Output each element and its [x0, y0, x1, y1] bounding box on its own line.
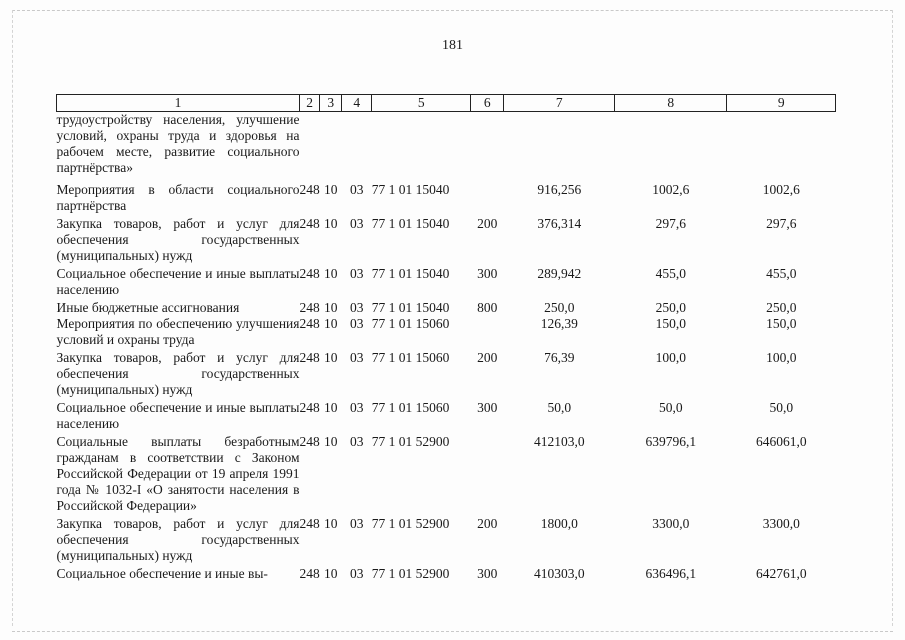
header-cell: 3: [320, 95, 342, 112]
col-2: 248: [299, 316, 320, 331]
col-8: 639796,1: [645, 434, 697, 449]
col-3: 10: [324, 300, 338, 315]
col-8: 50,0: [658, 400, 683, 415]
row-name: Закупка товаров, работ и услуг для обеспечения государственных (муниципальных) нужд: [56, 516, 300, 563]
col-5: 77 1 01 15040: [371, 216, 450, 231]
col-8: [615, 112, 727, 181]
col-8: 100,0: [655, 350, 686, 365]
col-3: 10: [324, 350, 338, 365]
col-3: 10: [324, 516, 338, 531]
row-name: Социальное обеспечение и иные выплаты населению: [56, 266, 300, 297]
col-3: 10: [324, 400, 338, 415]
col-4: 03: [350, 216, 364, 231]
col-8: 150,0: [655, 316, 686, 331]
col-5: 77 1 01 15040: [371, 300, 450, 315]
col-7: 50,0: [547, 400, 572, 415]
col-7: 376,314: [537, 216, 582, 231]
col-7: 410303,0: [533, 566, 585, 581]
col-7: 289,942: [537, 266, 582, 281]
col-5: 77 1 01 52900: [371, 434, 450, 449]
col-8: 636496,1: [645, 566, 697, 581]
col-3: 10: [324, 434, 338, 449]
col-9: 642761,0: [755, 566, 807, 581]
table-row: [57, 214, 836, 264]
col-3: 10: [324, 266, 338, 281]
row-name: Мероприятия в области социального партнёрства: [56, 182, 300, 213]
row-name: Мероприятия по обеспечению улучшения условий и охраны труда: [56, 316, 300, 347]
header-cell: 9: [727, 95, 836, 112]
budget-table: [56, 94, 836, 582]
col-4: 03: [350, 266, 364, 281]
col-2: 248: [299, 182, 320, 197]
page-number: 181: [442, 38, 463, 53]
col-4: [342, 112, 372, 181]
table-row: [57, 348, 836, 398]
header-cell: 6: [471, 95, 504, 112]
col-7: 412103,0: [533, 434, 585, 449]
col-2: 248: [299, 434, 320, 449]
col-8: 1002,6: [652, 182, 690, 197]
col-9: 297,6: [766, 216, 797, 231]
col-7: 1800,0: [540, 516, 578, 531]
table-row: [57, 316, 836, 348]
header-cell: 4: [342, 95, 372, 112]
col-7: [504, 112, 615, 181]
col-2: 248: [299, 266, 320, 281]
col-7: 76,39: [544, 350, 575, 365]
table-row: [57, 298, 836, 316]
col-2: 248: [299, 350, 320, 365]
table-row: [57, 514, 836, 564]
table-row: [57, 432, 836, 514]
col-2: 248: [299, 400, 320, 415]
row-name: Закупка товаров, работ и услуг для обеспечения государственных (муниципальных) нужд: [56, 350, 300, 397]
header-row: [57, 95, 836, 112]
header-cell: 7: [504, 95, 615, 112]
row-name: Закупка товаров, работ и услуг для обеспечения государственных (муниципальных) нужд: [56, 216, 300, 263]
col-7: 250,0: [544, 300, 575, 315]
col-2: 248: [299, 216, 320, 231]
col-9: 455,0: [766, 266, 797, 281]
col-6: 200: [477, 350, 498, 365]
col-5: 77 1 01 52900: [371, 566, 450, 581]
col-7: 126,39: [540, 316, 578, 331]
col-5: 77 1 01 15040: [371, 266, 450, 281]
col-4: 03: [350, 516, 364, 531]
col-2: [300, 112, 320, 181]
col-9: 1002,6: [762, 182, 800, 197]
col-9: 3300,0: [762, 516, 800, 531]
col-4: 03: [350, 182, 364, 197]
col-9: 646061,0: [755, 434, 807, 449]
row-name: Иные бюджетные ассигнования: [56, 300, 240, 315]
col-3: 10: [324, 216, 338, 231]
scan-border-right: [892, 10, 893, 626]
col-3: 10: [324, 316, 338, 331]
col-4: 03: [350, 316, 364, 331]
table-row: [57, 264, 836, 298]
header-cell: 2: [300, 95, 320, 112]
col-5: 77 1 01 52900: [371, 516, 450, 531]
table-row: [57, 398, 836, 432]
table-row: [57, 564, 836, 582]
col-5: 77 1 01 15060: [371, 316, 450, 331]
col-6: [471, 432, 504, 514]
scan-border-top: [12, 10, 893, 11]
header-cell: 5: [372, 95, 471, 112]
col-6: 300: [477, 400, 498, 415]
col-9: 100,0: [766, 350, 797, 365]
scan-border-left: [12, 10, 13, 626]
table-row: [57, 180, 836, 214]
col-6: [471, 316, 504, 348]
col-6: 800: [477, 300, 498, 315]
row-name: Социальные выплаты безработным гражданам в соответствии с Законом Российской Федерации от 19 апреля 1991 года № 1032-I «О занятости населения в Российской Федерации»: [56, 434, 300, 513]
col-8: 250,0: [655, 300, 686, 315]
col-9: 50,0: [769, 400, 794, 415]
col-9: 250,0: [766, 300, 797, 315]
col-3: [320, 112, 342, 181]
col-3: 10: [324, 566, 338, 581]
col-6: 300: [477, 566, 498, 581]
col-5: [372, 112, 471, 181]
col-6: 200: [477, 216, 498, 231]
col-6: [471, 180, 504, 214]
col-4: 03: [350, 400, 364, 415]
col-6: 300: [477, 266, 498, 281]
header-cell: 1: [57, 95, 300, 112]
row-name: трудоустройству населения, улучшение условий, охраны труда и здоровья на рабочем месте, развитие социального партнёрства»: [56, 112, 300, 175]
row-name: Социальное обеспечение и иные выплаты населению: [56, 400, 300, 431]
col-8: 297,6: [655, 216, 686, 231]
col-4: 03: [350, 434, 364, 449]
col-2: 248: [299, 566, 320, 581]
col-8: 3300,0: [652, 516, 690, 531]
col-6: [471, 112, 504, 181]
col-9: [727, 112, 836, 181]
header-cell: 8: [615, 95, 727, 112]
col-3: 10: [324, 182, 338, 197]
col-6: 200: [477, 516, 498, 531]
col-2: 248: [299, 300, 320, 315]
col-9: 150,0: [766, 316, 797, 331]
scan-border-bottom: [12, 631, 893, 632]
col-4: 03: [350, 350, 364, 365]
col-5: 77 1 01 15060: [371, 400, 450, 415]
col-8: 455,0: [655, 266, 686, 281]
col-7: 916,256: [537, 182, 582, 197]
col-5: 77 1 01 15040: [371, 182, 450, 197]
col-4: 03: [350, 300, 364, 315]
col-2: 248: [299, 516, 320, 531]
col-5: 77 1 01 15060: [371, 350, 450, 365]
col-4: 03: [350, 566, 364, 581]
row-name: Социальное обеспечение и иные вы-: [56, 566, 268, 581]
table-row: [57, 112, 836, 181]
